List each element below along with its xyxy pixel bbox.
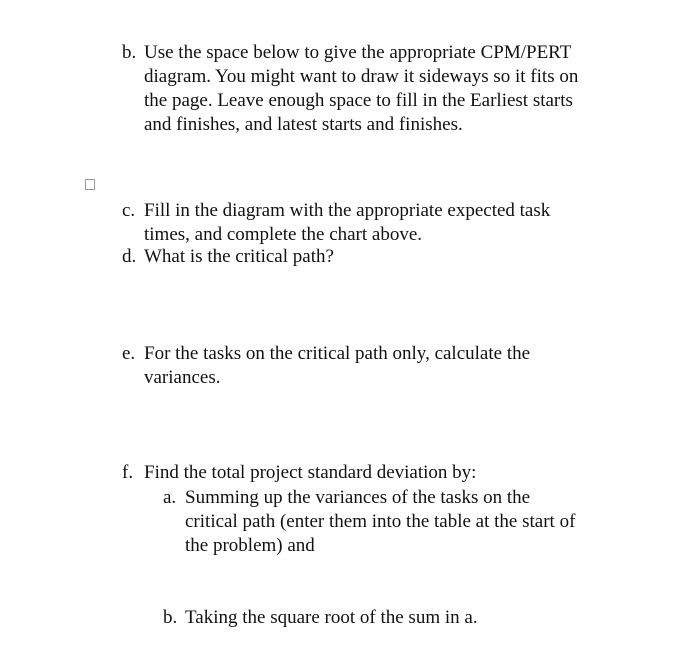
question-b-line-3: the page. Leave enough space to fill in the Earliest starts [144, 90, 573, 111]
question-e [122, 342, 642, 390]
question-d-line-1: What is the critical path? [144, 246, 334, 267]
question-f-sub-a-marker: a. [163, 487, 177, 508]
question-c-line-1: Fill in the diagram with the appropriate expected task [144, 200, 551, 221]
question-b-line-2: diagram. You might want to draw it sideways so it fits on [144, 66, 579, 87]
checkbox[interactable] [85, 179, 95, 190]
question-b-line-4: and finishes, and latest starts and finishes. [144, 114, 463, 135]
question-f-sub-b-line-1: Taking the square root of the sum in a. [185, 607, 478, 628]
question-e-marker: e. [122, 343, 136, 364]
question-d [122, 245, 642, 269]
question-f-sub-a-line-2: critical path (enter them into the table at the start of [185, 511, 576, 532]
question-f-line-1: Find the total project standard deviation by: [144, 462, 477, 483]
question-b-line-1: Use the space below to give the appropriate CPM/PERT [144, 42, 572, 63]
question-f [122, 461, 642, 485]
question-f-sub-a [163, 486, 633, 558]
question-b-marker: b. [122, 42, 137, 63]
question-f-sub-a-line-3: the problem) and [185, 535, 315, 556]
question-f-sub-b-marker: b. [163, 607, 178, 628]
question-e-line-1: For the tasks on the critical path only, calculate the [144, 343, 531, 364]
question-b [122, 41, 642, 137]
question-f-sub-a-line-1: Summing up the variances of the tasks on the [185, 487, 531, 508]
question-c [122, 199, 642, 247]
question-c-marker: c. [122, 200, 136, 221]
question-c-line-2: times, and complete the chart above. [144, 224, 423, 245]
question-e-line-2: variances. [144, 367, 221, 388]
question-f-marker: f. [122, 462, 134, 483]
question-d-marker: d. [122, 246, 137, 267]
question-f-sub-b [163, 606, 633, 630]
